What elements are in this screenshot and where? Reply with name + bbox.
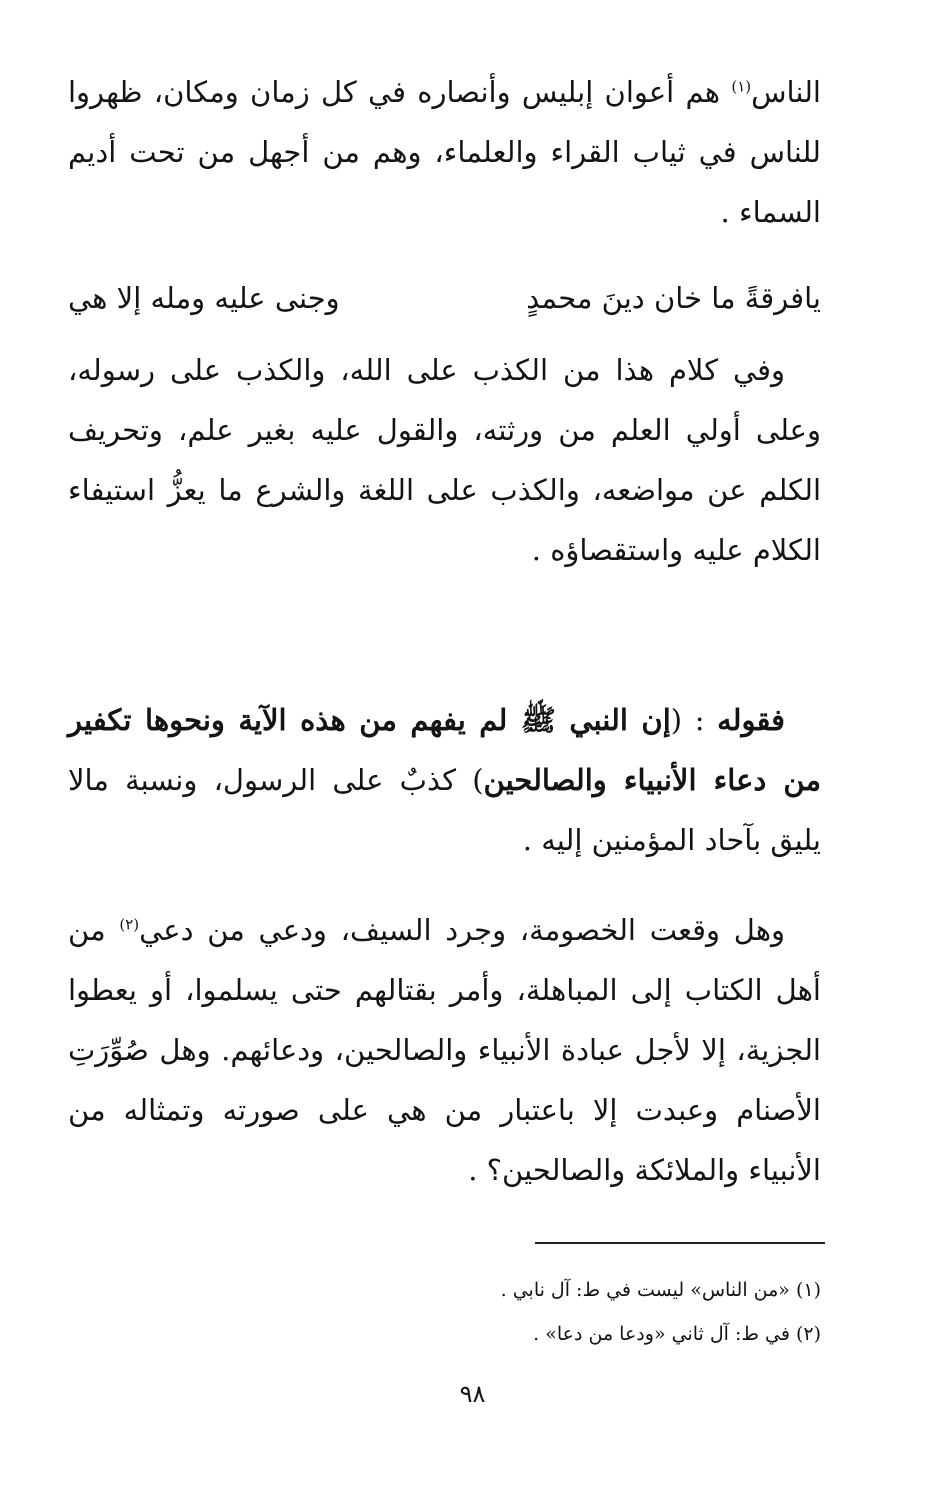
- footnote-2: (٢) في ط: آل ثاني «ودعا من دعا» .: [533, 1323, 821, 1345]
- paragraph-4: [68, 900, 821, 1200]
- verse-hemistich-2: وجنى عليه ومله إلا هي: [68, 281, 340, 315]
- paragraph-2-text: وفي كلام هذا من الكذب على الله، والكذب على رسوله، وعلى أولي العلم من ورثته، والقول عليه بغير علم، وتحريف الكلم عن مواضعه، والكذب على اللغة والشرع ما يعزُّ استيفاء الكلام عليه واستقصاؤه .: [68, 353, 821, 567]
- paragraph-3: [68, 690, 821, 870]
- verse-hemistich-1: يافرقةً ما خان دينَ محمدٍ: [526, 281, 821, 315]
- footnote-ref-1[interactable]: (١): [731, 77, 752, 96]
- paragraph-3-rest: ) كذبٌ على الرسول، ونسبة مالا يليق بآحاد المؤمنين إليه .: [68, 763, 821, 857]
- paragraph-3-separator: : (: [670, 703, 718, 737]
- footnote-ref-2[interactable]: (٢): [119, 915, 140, 934]
- paragraph-4-rest: من أهل الكتاب إلى المباهلة، وأمر بقتالهم حتى يسلموا، أو يعطوا الجزية، إلا لأجل عبادة الأنبياء والصالحين، ودعائهم. وهل صُوِّرَتِ الأصنام وعبدت إلا باعتبار من هي على صورته وتمثاله من الأنبياء والملائكة والصالحين؟ .: [68, 913, 821, 1187]
- paragraph-4-start: وهل وقعت الخصومة، وجرد السيف، ودعي من دعي: [139, 913, 786, 947]
- footnote-divider: [535, 1242, 825, 1244]
- paragraph-2: [68, 340, 821, 580]
- page-number: ٩٨: [459, 1380, 486, 1408]
- paragraph-1: [68, 62, 821, 242]
- footnotes: [501, 1268, 821, 1356]
- paragraph-1-rest: هم أعوان إبليس وأنصاره في كل زمان ومكان، ظهروا للناس في ثياب القراء والعلماء، وهم من أجهل من تحت أديم السماء .: [68, 75, 821, 229]
- footnote-1: (١) «من الناس» ليست في ط: آل نابي .: [500, 1279, 821, 1301]
- paragraph-3-quote: إن النبي ﷺ لم يفهم من هذه الآية ونحوها تكفير من دعاء الأنبياء والصالحين: [68, 703, 821, 797]
- poem-verse: [68, 268, 821, 328]
- paragraph-3-lead: فقوله: [717, 703, 785, 737]
- paragraph-1-start: الناس: [751, 75, 821, 109]
